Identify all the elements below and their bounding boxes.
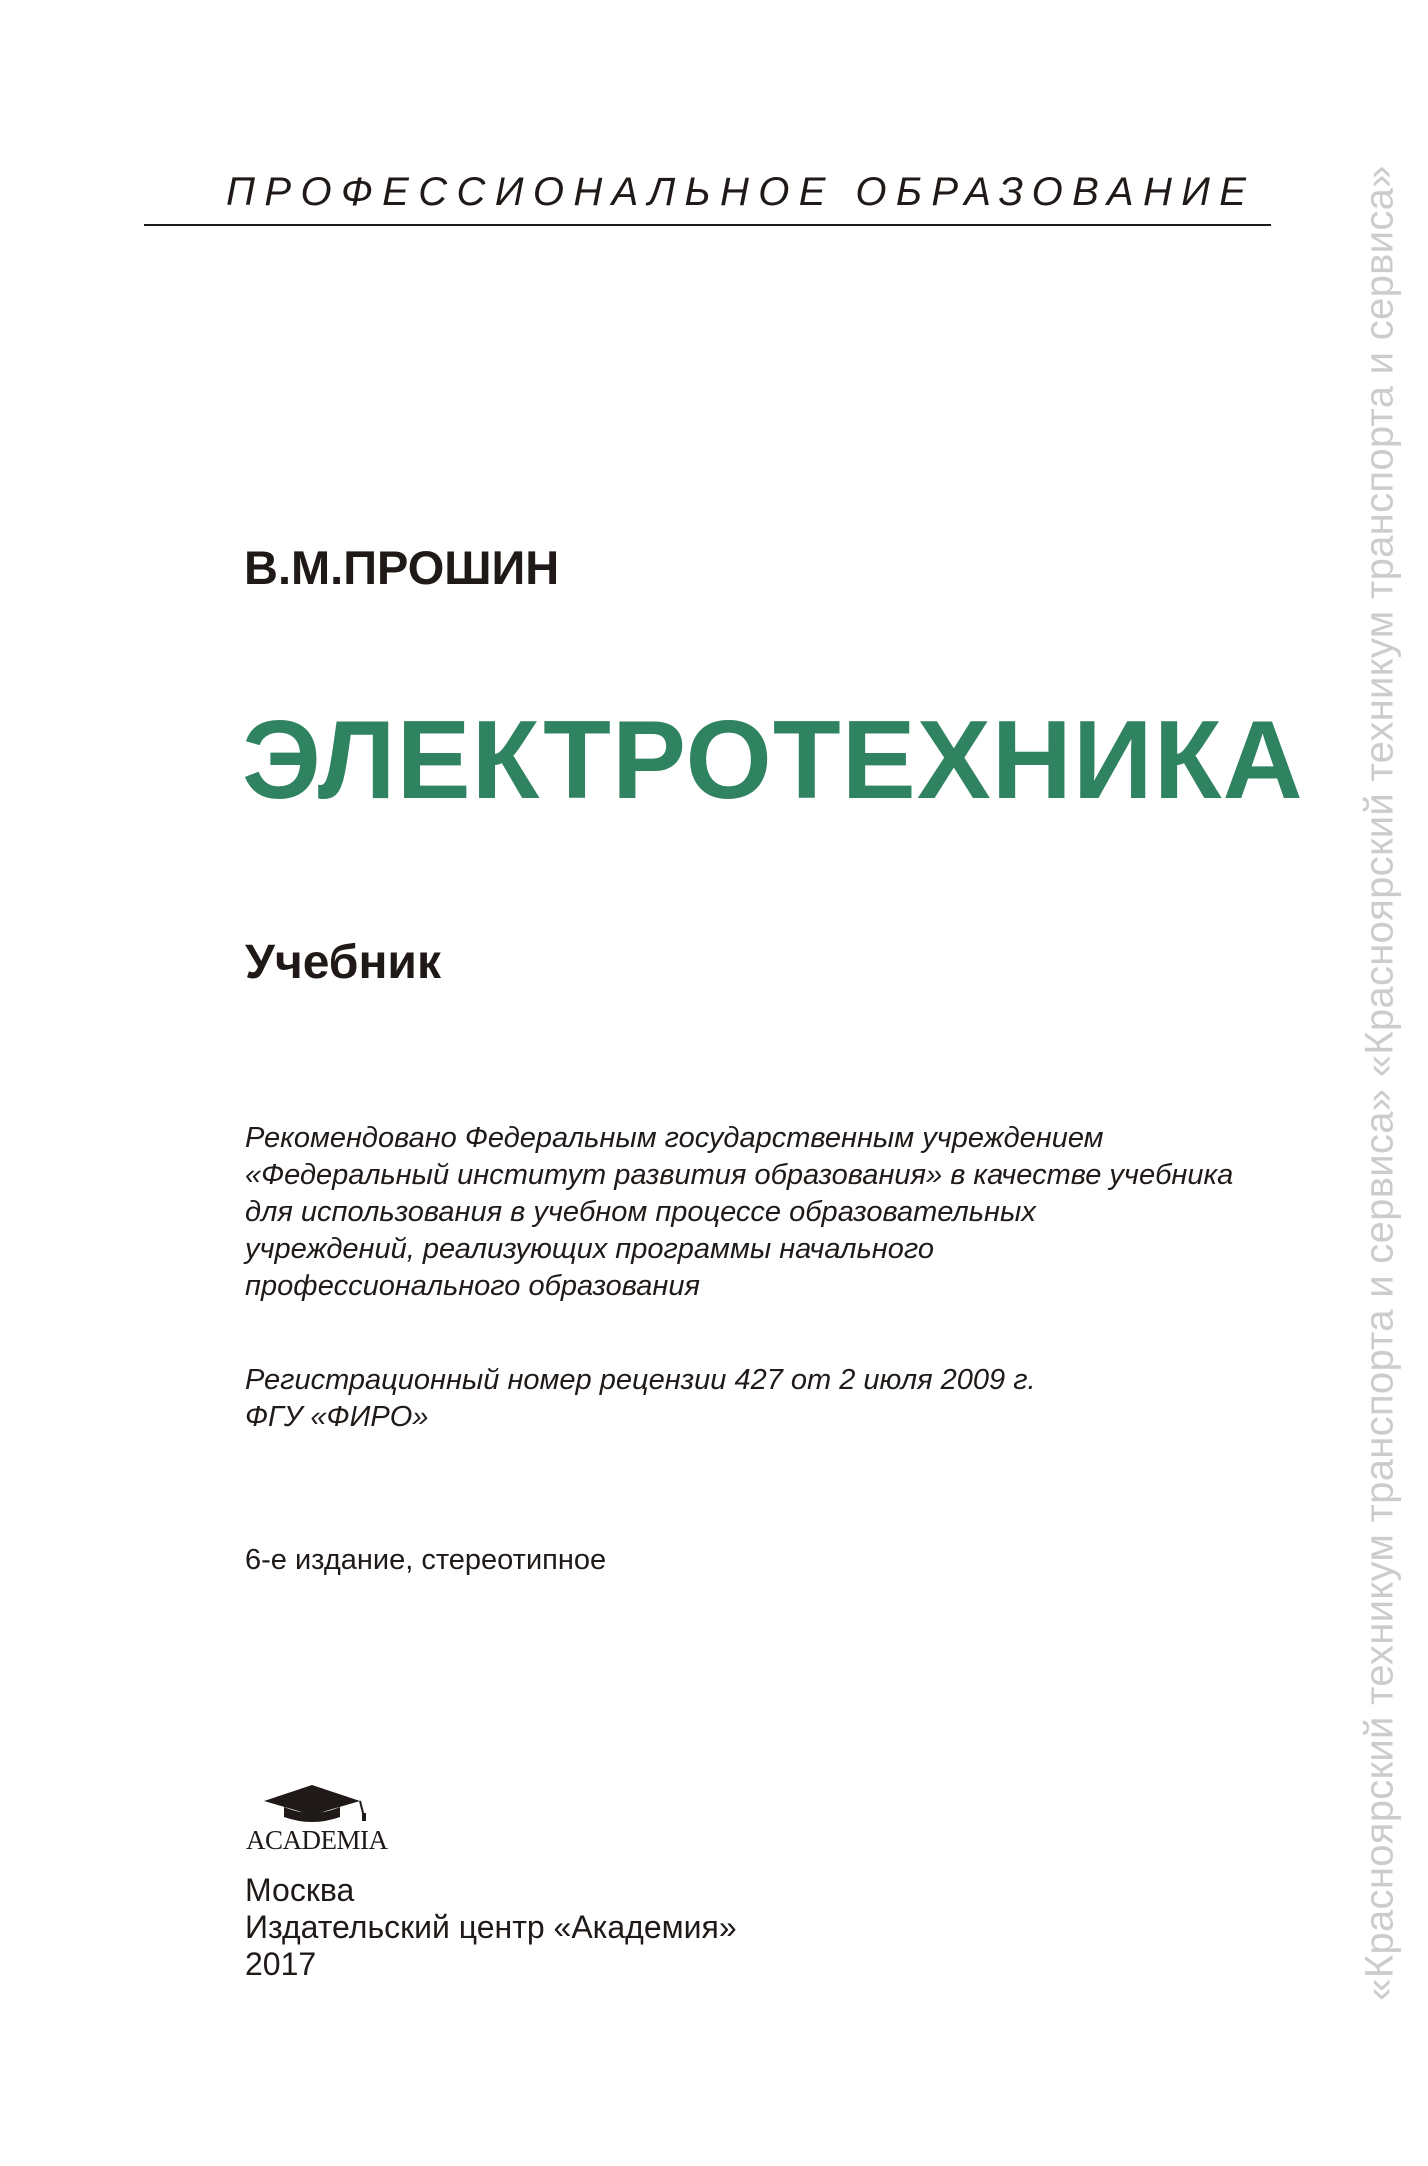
registration-line: ФГУ «ФИРО» [245, 1401, 429, 1433]
series-divider [144, 224, 1271, 226]
book-subtitle: Учебник [245, 936, 441, 989]
author-name: В.М.ПРОШИН [244, 541, 560, 594]
book-title: ЭЛЕКТРОТЕХНИКА [242, 698, 1304, 822]
imprint-city: Москва [245, 1872, 355, 1908]
series-title: ПРОФЕССИОНАЛЬНОЕ ОБРАЗОВАНИЕ [226, 170, 1256, 214]
recommendation-line: «Федеральный институт развития образования» в качестве учебника [245, 1159, 1234, 1191]
recommendation-line: учреждений, реализующих программы начального [245, 1233, 934, 1265]
imprint-publisher: Издательский центр «Академия» [245, 1909, 737, 1945]
logo-text: ACADEMIA [246, 1825, 388, 1853]
imprint-block [245, 1872, 737, 1983]
recommendation-block [245, 1120, 1285, 1305]
mortarboard-icon [244, 1783, 394, 1853]
recommendation-line: для использования в учебном процессе образовательных [245, 1196, 1036, 1228]
registration-line: Регистрационный номер рецензии 427 от 2 июля 2009 г. [245, 1364, 1036, 1396]
registration-block [245, 1362, 1285, 1436]
academia-logo [244, 1783, 394, 1853]
imprint-year: 2017 [245, 1946, 317, 1982]
recommendation-line: профессионального образования [245, 1270, 700, 1302]
recommendation-line: Рекомендовано Федеральным государственным учреждением [245, 1122, 1104, 1154]
library-watermark: «Красноярский техникум транспорта и сервиса» «Красноярский техникум транспорта и сервиса» [1357, 165, 1402, 2001]
edition-note: 6-е издание, стереотипное [245, 1544, 607, 1576]
